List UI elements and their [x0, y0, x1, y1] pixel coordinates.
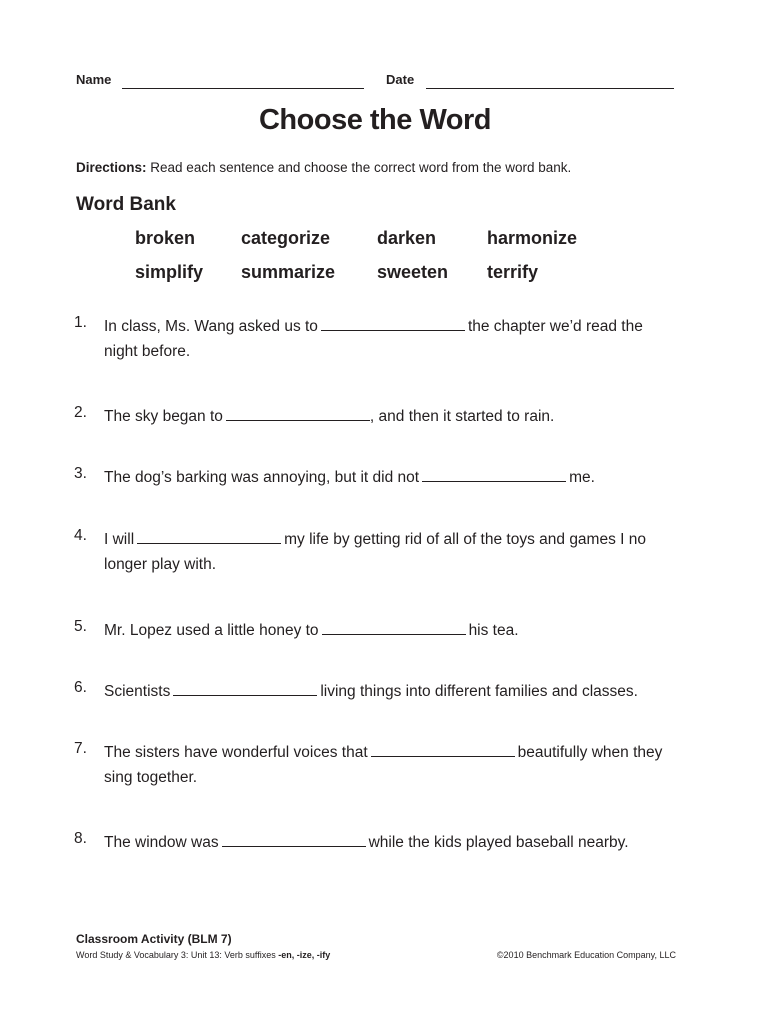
answer-blank[interactable]	[322, 618, 466, 635]
answer-blank[interactable]	[137, 527, 281, 544]
word-bank-word: sweeten	[377, 262, 449, 282]
word-bank-word: categorize	[241, 228, 331, 248]
word-bank-word: summarize	[241, 262, 336, 282]
question-number: 8.	[74, 830, 87, 847]
footer-suffixes: -en, -ize, -ify	[278, 950, 331, 960]
question-text-after: while the kids played baseball nearby.	[368, 834, 629, 851]
question-text-before: In class, Ms. Wang asked us to	[104, 318, 318, 335]
question-number: 2.	[74, 404, 87, 421]
question-continuation: longer play with.	[104, 556, 217, 573]
question-text-before: The sky began to	[104, 408, 223, 425]
question-number: 4.	[74, 527, 87, 544]
question-number: 5.	[74, 618, 87, 635]
name-label: Name	[76, 72, 112, 87]
question-text	[104, 740, 662, 762]
answer-blank[interactable]	[173, 679, 317, 696]
word-bank-word: harmonize	[487, 228, 578, 248]
question-text-after: , and then it started to rain.	[369, 408, 555, 425]
question-text	[104, 618, 519, 640]
question-text-after: living things into different families and classes.	[320, 683, 638, 700]
question-text-before: The dog’s barking was annoying, but it did not	[104, 469, 420, 486]
question-number: 7.	[74, 740, 87, 757]
question-text	[104, 465, 595, 487]
footer-course-text: Word Study & Vocabulary 3: Unit 13: Verb suffixes	[76, 950, 276, 960]
question-text-before: The sisters have wonderful voices that	[104, 744, 368, 761]
question-text	[104, 527, 646, 549]
question-text	[104, 679, 638, 701]
word-bank-word: darken	[377, 228, 437, 248]
answer-blank[interactable]	[222, 830, 366, 847]
question-text-before: Mr. Lopez used a little honey to	[104, 622, 319, 639]
footer-activity-title: Classroom Activity (BLM 7)	[76, 932, 232, 946]
question-text-after: the chapter we’d read the	[467, 318, 643, 335]
question-number: 6.	[74, 679, 87, 696]
question-text	[104, 830, 629, 852]
question-text-before: I will	[104, 531, 135, 548]
question-text	[104, 314, 643, 336]
question-continuation: sing together.	[104, 769, 198, 786]
question-text-after: my life by getting rid of all of the toys and games I no	[284, 531, 646, 548]
page-title: Choose the Word	[258, 104, 492, 136]
footer-copyright: ©2010 Benchmark Education Company, LLC	[496, 950, 676, 960]
word-bank-heading: Word Bank	[76, 194, 176, 215]
question-number: 3.	[74, 465, 87, 482]
date-label: Date	[386, 72, 415, 87]
question-text-before: Scientists	[104, 683, 171, 700]
word-bank-word: terrify	[487, 262, 539, 282]
answer-blank[interactable]	[321, 314, 465, 331]
directions	[76, 160, 571, 175]
question-text-after: beautifully when they	[517, 744, 663, 761]
directions-label: Directions:	[76, 160, 147, 175]
word-bank-word: simplify	[135, 262, 204, 282]
date-field-line[interactable]	[426, 88, 674, 89]
word-bank-word: broken	[135, 228, 196, 248]
question-text-before: The window was	[104, 834, 219, 851]
question-continuation: night before.	[104, 343, 191, 360]
directions-text: Read each sentence and choose the correct word from the word bank.	[150, 160, 572, 175]
footer-course-info	[76, 950, 330, 960]
question-number: 1.	[74, 314, 87, 331]
answer-blank[interactable]	[371, 740, 515, 757]
question-text-after: his tea.	[468, 622, 519, 639]
name-field-line[interactable]	[122, 88, 364, 89]
question-text-after: me.	[569, 469, 595, 486]
answer-blank[interactable]	[226, 404, 370, 421]
answer-blank[interactable]	[422, 465, 566, 482]
question-text	[104, 404, 554, 426]
